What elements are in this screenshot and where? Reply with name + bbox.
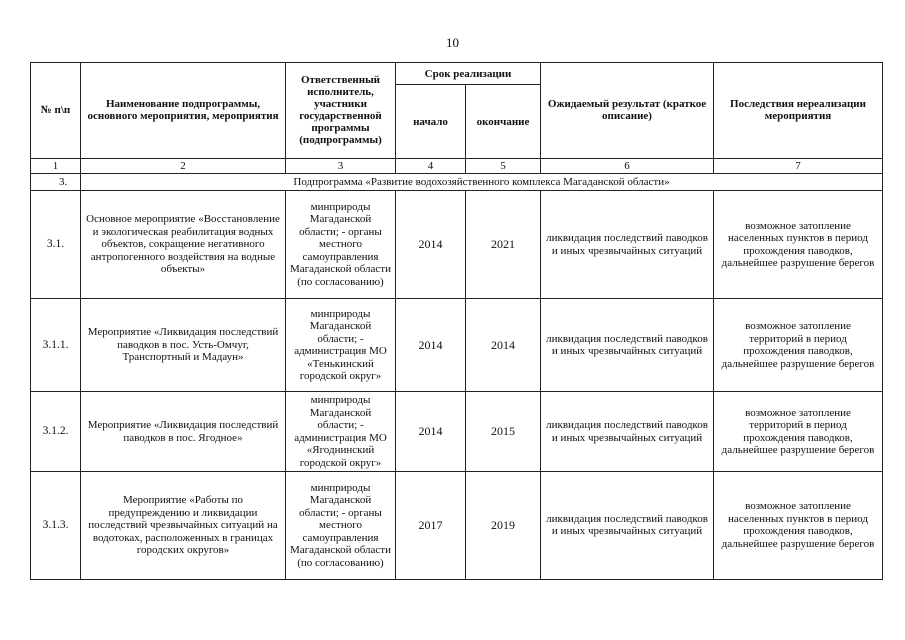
section-number: 3. (31, 174, 81, 191)
row-number: 3.1.2. (31, 392, 81, 472)
header-consequences: Последствия нереализации мероприятия (714, 63, 883, 159)
column-index-cell: 6 (541, 158, 714, 173)
column-index-cell: 7 (714, 158, 883, 173)
header-num: № п\п (31, 63, 81, 159)
row-consequences: возможное затопление территорий в период прохождения паводков, дальнейшее разрушение берегов (714, 299, 883, 392)
column-index-cell: 2 (81, 158, 286, 173)
section-title: Подпрограмма «Развитие водохозяйственного комплекса Магаданской области» (81, 174, 883, 191)
row-end-year: 2019 (466, 471, 541, 579)
row-result: ликвидация последствий паводков и иных чрезвычайных ситуаций (541, 392, 714, 472)
header-end: окончание (466, 85, 541, 159)
column-index-cell: 5 (466, 158, 541, 173)
row-name: Мероприятие «Ликвидация последствий паводков в пос. Ягодное» (81, 392, 286, 472)
header-period: Срок реализации (396, 63, 541, 85)
row-result: ликвидация последствий паводков и иных чрезвычайных ситуаций (541, 471, 714, 579)
table-row (31, 299, 883, 392)
header-name: Наименование подпрограммы, основного мероприятия, мероприятия (81, 63, 286, 159)
row-name: Мероприятие «Работы по предупреждению и ликвидации последствий чрезвычайных ситуаций на водотоках, расположенных в границах городских округов» (81, 471, 286, 579)
program-table (30, 62, 883, 580)
column-index-cell: 1 (31, 158, 81, 173)
row-start-year: 2017 (396, 471, 466, 579)
row-consequences: возможное затопление территорий в период прохождения паводков, дальнейшее разрушение берегов (714, 392, 883, 472)
row-end-year: 2015 (466, 392, 541, 472)
row-start-year: 2014 (396, 191, 466, 299)
row-name: Мероприятие «Ликвидация последствий паводков в пос. Усть-Омчуг, Транспортный и Мадаун» (81, 299, 286, 392)
header-row (31, 63, 883, 85)
row-start-year: 2014 (396, 299, 466, 392)
header-start: начало (396, 85, 466, 159)
row-end-year: 2014 (466, 299, 541, 392)
row-number: 3.1.3. (31, 471, 81, 579)
column-index-cell: 4 (396, 158, 466, 173)
row-result: ликвидация последствий паводков и иных чрезвычайных ситуаций (541, 299, 714, 392)
row-consequences: возможное затопление населенных пунктов в период прохождения паводков, дальнейшее разрушение берегов (714, 471, 883, 579)
table-row (31, 392, 883, 472)
column-index-row (31, 158, 883, 173)
header-responsible: Ответственный исполнитель, участники государственной программы (подпрограммы) (286, 63, 396, 159)
row-consequences: возможное затопление населенных пунктов в период прохождения паводков, дальнейшее разрушение берегов (714, 191, 883, 299)
row-name: Основное мероприятие «Восстановление и экологическая реабилитация водных объектов, сокращение негативного антропогенного воздействия на водные объекты» (81, 191, 286, 299)
row-end-year: 2021 (466, 191, 541, 299)
row-result: ликвидация последствий паводков и иных чрезвычайных ситуаций (541, 191, 714, 299)
page-number: 10 (446, 35, 459, 50)
column-index-cell: 3 (286, 158, 396, 173)
row-start-year: 2014 (396, 392, 466, 472)
row-responsible: минприроды Магаданской области; - администрация МО «Тенькинский городской округ» (286, 299, 396, 392)
row-responsible: минприроды Магаданской области; - органы местного самоуправления Магаданской области (по согласованию) (286, 471, 396, 579)
row-number: 3.1. (31, 191, 81, 299)
table-row (31, 471, 883, 579)
section-row (31, 174, 883, 191)
row-number: 3.1.1. (31, 299, 81, 392)
row-responsible: минприроды Магаданской области; - администрация МО «Ягоднинский городской округ» (286, 392, 396, 472)
row-responsible: минприроды Магаданской области; - органы местного самоуправления Магаданской области (по согласованию) (286, 191, 396, 299)
header-result: Ожидаемый результат (краткое описание) (541, 63, 714, 159)
table-row (31, 191, 883, 299)
